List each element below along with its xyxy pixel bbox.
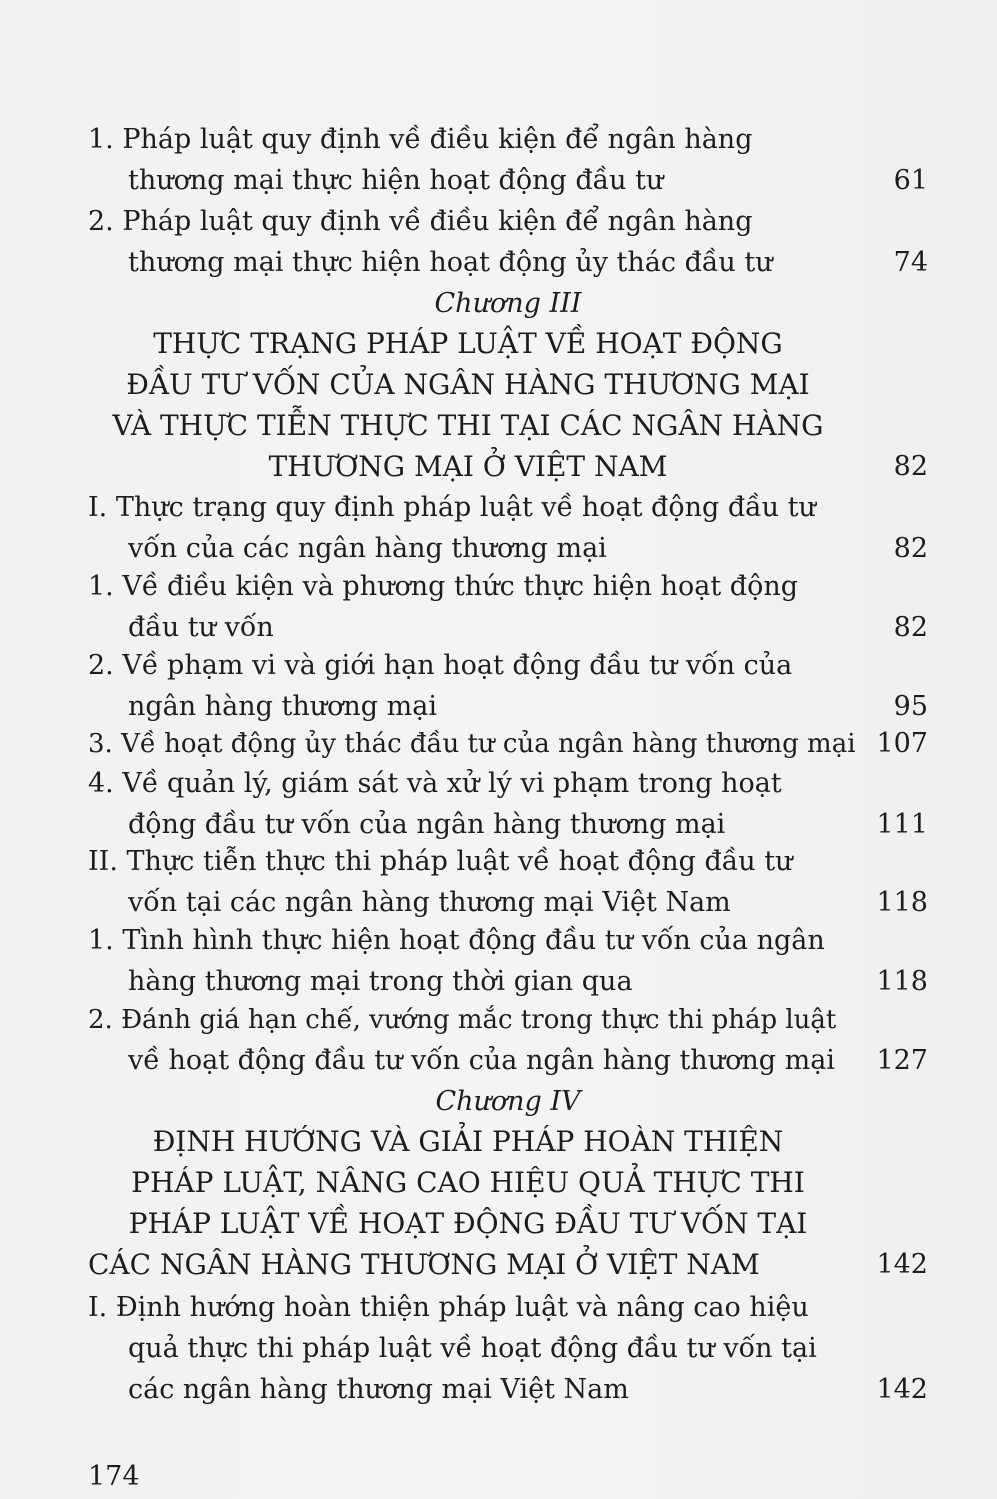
toc-entry-line: thương mại thực hiện hoạt động ủy thác đầu tư: [128, 247, 773, 278]
toc-entry-line: I. Định hướng hoàn thiện pháp luật và nâng cao hiệu: [88, 1292, 809, 1323]
toc-entry-line: 2. Pháp luật quy định về điều kiện để ngân hàng: [88, 206, 753, 237]
toc-entry-line: I. Thực trạng quy định pháp luật về hoạt động đầu tư: [88, 492, 816, 523]
toc-entry-line: 2. Về phạm vi và giới hạn hoạt động đầu tư vốn của: [88, 650, 793, 681]
toc-page-number: 142: [876, 1249, 928, 1280]
toc-entry-line: vốn tại các ngân hàng thương mại Việt Nam: [128, 887, 731, 918]
chapter-title-line: PHÁP LUẬT VỀ HOẠT ĐỘNG ĐẦU TƯ VỐN TẠI: [128, 1207, 808, 1240]
toc-entry-line: hàng thương mại trong thời gian qua: [128, 966, 633, 997]
toc-page-number: 74: [893, 247, 928, 278]
toc-entry-line: 1. Tình hình thực hiện hoạt động đầu tư vốn của ngân: [88, 925, 825, 956]
chapter-title-line: PHÁP LUẬT, NÂNG CAO HIỆU QUẢ THỰC THI: [131, 1166, 805, 1199]
toc-page-number: 82: [893, 533, 928, 564]
toc-entry-line: 1. Pháp luật quy định về điều kiện để ngân hàng: [88, 124, 753, 155]
chapter-title-line: ĐẦU TƯ VỐN CỦA NGÂN HÀNG THƯƠNG MẠI: [126, 368, 810, 401]
toc-page-number: 61: [893, 165, 928, 196]
toc-entry-line: 4. Về quản lý, giám sát và xử lý vi phạm trong hoạt: [88, 768, 782, 799]
chapter-title-line: THƯƠNG MẠI Ở VIỆT NAM: [268, 450, 668, 483]
chapter-title-line: VÀ THỰC TIỄN THỰC THI TẠI CÁC NGÂN HÀNG: [112, 409, 824, 442]
toc-entry-line: ngân hàng thương mại: [128, 691, 437, 722]
chapter-title-line: THỰC TRẠNG PHÁP LUẬT VỀ HOẠT ĐỘNG: [153, 327, 783, 360]
chapter-title-line: CÁC NGÂN HÀNG THƯƠNG MẠI Ở VIỆT NAM: [88, 1248, 760, 1281]
toc-entry-line: quả thực thi pháp luật về hoạt động đầu tư vốn tại: [128, 1333, 817, 1364]
chapter-label: Chương IV: [435, 1086, 581, 1117]
toc-page-number: 118: [876, 887, 928, 918]
toc-entry-line: động đầu tư vốn của ngân hàng thương mại: [128, 809, 726, 840]
toc-page-number: 82: [893, 612, 928, 643]
toc-page-number: 118: [876, 966, 928, 997]
toc-page-number: 107: [876, 728, 928, 759]
footer-page-number: 174: [88, 1461, 140, 1492]
toc-entry-line: thương mại thực hiện hoạt động đầu tư: [128, 165, 664, 196]
toc-entry-line: về hoạt động đầu tư vốn của ngân hàng thương mại: [128, 1045, 835, 1076]
chapter-title-line: ĐỊNH HƯỚNG VÀ GIẢI PHÁP HOÀN THIỆN: [152, 1125, 784, 1158]
toc-page-number: 142: [876, 1374, 928, 1405]
toc-page-number: 127: [876, 1045, 928, 1076]
toc-entry-line: đầu tư vốn: [128, 612, 274, 643]
toc-entry-line: các ngân hàng thương mại Việt Nam: [128, 1374, 629, 1405]
toc-page-number: 95: [893, 691, 928, 722]
toc-page-number: 82: [893, 451, 928, 482]
toc-entry-line: 2. Đánh giá hạn chế, vướng mắc trong thực thi pháp luật: [88, 1005, 837, 1035]
toc-entry-line: II. Thực tiễn thực thi pháp luật về hoạt động đầu tư: [88, 846, 793, 877]
toc-entry-line: 3. Về hoạt động ủy thác đầu tư của ngân hàng thương mại: [88, 729, 856, 759]
chapter-label: Chương III: [434, 288, 582, 319]
toc-page-number: 111: [876, 809, 928, 840]
toc-entry-line: vốn của các ngân hàng thương mại: [128, 533, 607, 564]
toc-entry-line: 1. Về điều kiện và phương thức thực hiện hoạt động: [88, 571, 799, 602]
